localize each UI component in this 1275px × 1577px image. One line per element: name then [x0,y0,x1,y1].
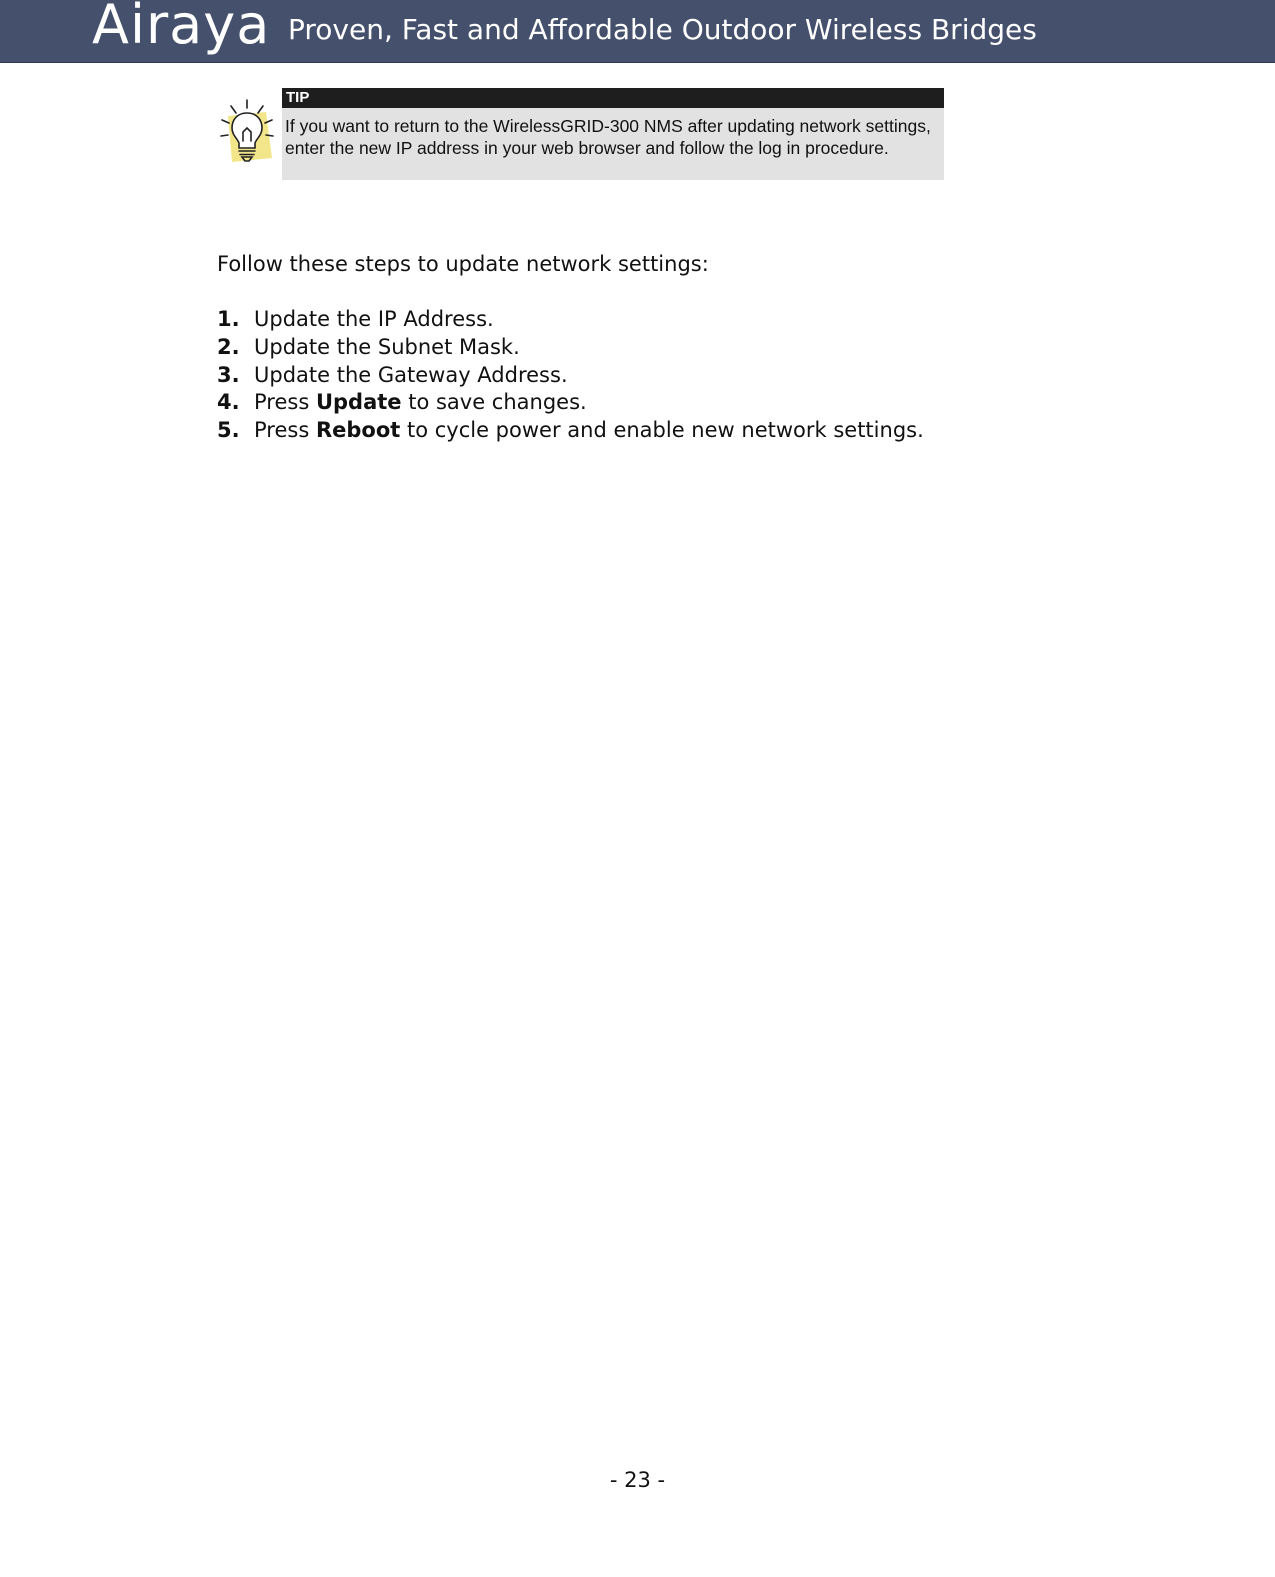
step-text: Update the IP Address. [254,307,494,331]
brand-name: Airaya [92,0,271,56]
lightbulb-icon [218,98,276,164]
step-keyword: Reboot [315,418,401,443]
steps-list [217,306,924,445]
step-item [217,306,924,334]
header-tagline: Proven, Fast and Affordable Outdoor Wireless Bridges [288,13,1037,46]
step-item [217,362,924,390]
step-number: 3. [217,362,240,387]
step-text-end: to save changes. [401,390,587,415]
page-number: - 23 - [609,1468,666,1492]
step-item [217,334,924,362]
header-band [0,0,1275,63]
step-item [217,417,924,445]
tip-callout [218,88,946,182]
step-number: 2. [217,334,240,359]
step-keyword: Update [315,390,402,415]
step-text: Update the Subnet Mask. [254,334,520,359]
step-text-end: to cycle power and enable new network settings. [400,418,924,443]
step-text: Press [254,418,316,443]
step-text: Press [254,390,316,415]
step-number: 1. [217,307,240,331]
step-number: 4. [217,390,240,415]
step-text: Update the Gateway Address. [254,362,568,387]
tip-label: TIP [282,88,944,108]
tip-text: If you want to return to the WirelessGRID-300 NMS after updating network settings, enter the new IP address in your web browser and follow the log in procedure. [285,116,931,158]
tip-box [282,88,944,180]
steps-intro: Follow these steps to update network settings: [217,252,709,276]
step-number: 5. [217,418,240,443]
step-item [217,389,924,417]
